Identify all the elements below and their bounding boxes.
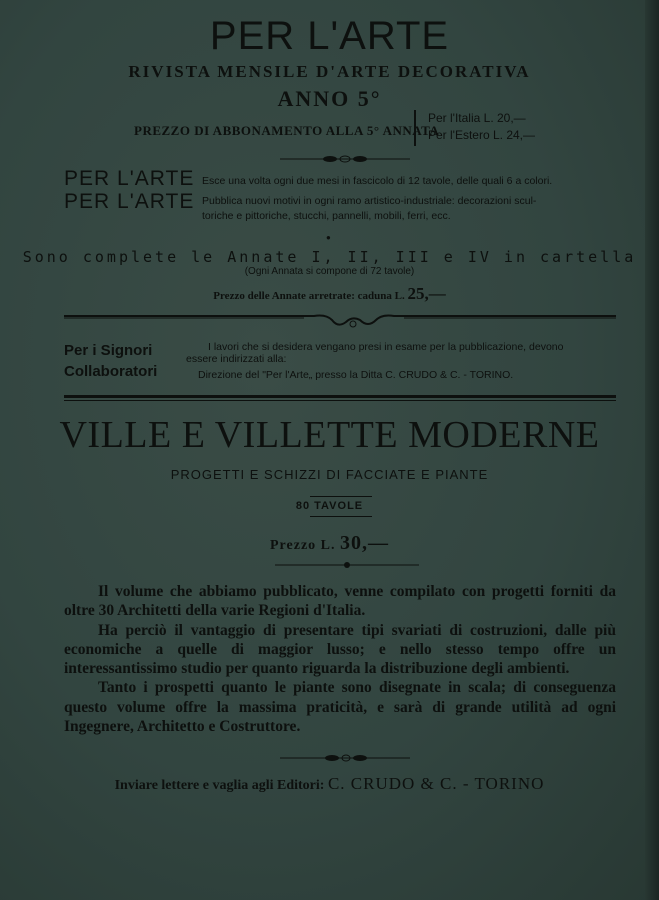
scroll-ornament-divider <box>64 310 616 334</box>
magazine-subtitle: RIVISTA MENSILE D'ARTE DECORATIVA <box>128 62 531 81</box>
magazine-name-2: PER L'ARTE <box>64 190 195 213</box>
collaborators-text-3: Direzione del "Per l'Arte„ presso la Ditta C. CRUDO & C. - TORINO. <box>198 369 514 381</box>
book-paragraph-2: Ha perciò il vantaggio di presentare tipi svariati di costruzioni, dalle più economiche a quelle di maggior lusso; e nello stesso tempo offre un interessantissimo studio per quanto riguarda la distribuzione degli ambienti. <box>64 621 616 678</box>
book-price-label: Prezzo L. <box>270 538 336 553</box>
book-price-value: 30,— <box>340 532 389 554</box>
ornament-divider-2 <box>275 561 419 569</box>
back-issues-price: 25,— <box>407 284 446 303</box>
annate-complete: Sono complete le Annate I, II, III e IV in cartella <box>22 248 637 266</box>
tavole-rule-bottom <box>310 516 372 517</box>
publisher-label: Inviare lettere e vaglia agli Editori: <box>114 778 325 793</box>
collaborators-title <box>64 340 157 382</box>
magazine-name-1: PER L'ARTE <box>64 167 195 190</box>
page-edge-shadow <box>645 0 659 900</box>
book-price <box>0 532 659 555</box>
book-paragraph-3: Tanto i prospetti quanto le piante sono disegnate in scala; di conseguenza questo volume offre la massima praticità, e sarà di grande utilità ad ogni Ingegnere, Architetto e Costruttore. <box>64 679 616 736</box>
description-text-2-line1: Pubblica nuovi motivi in ogni ramo artistico-industriale: decorazioni scul- <box>202 195 537 207</box>
subscription-prices <box>428 110 535 144</box>
book-title: VILLE E VILLETTE MODERNE <box>59 414 600 456</box>
description-text-1: Esce una volta ogni due mesi in fascicolo di 12 tavole, delle quali 6 a colori. <box>202 175 553 187</box>
publisher-name: C. CRUDO & C. - TORINO <box>327 774 545 793</box>
book-paragraph-1: Il volume che abbiamo pubblicato, venne compilato con progetti forniti da oltre 30 Architetti della varie Regioni d'Italia. <box>64 583 616 620</box>
masthead-title: PER L'ARTE <box>209 14 450 58</box>
collaborators-title-line1: Per i Signori <box>64 342 153 359</box>
book-description <box>64 582 616 736</box>
subscription-label: PREZZO DI ABBONAMENTO ALLA 5° ANNATA <box>134 123 440 138</box>
collaborators-text-2: essere indirizzati alla: <box>186 353 287 365</box>
book-subtitle: PROGETTI E SCHIZZI DI FACCIATE E PIANTE <box>170 467 489 482</box>
small-dot-ornament: ● <box>326 233 331 242</box>
description-text-2 <box>202 194 536 224</box>
year-label: ANNO 5° <box>277 86 382 111</box>
price-italy: Per l'Italia L. 20,— <box>428 111 526 125</box>
back-issues-label: Prezzo delle Annate arretrate: caduna L. <box>213 290 405 302</box>
thick-rule-top <box>64 395 616 398</box>
collaborators-title-line2: Collaboratori <box>64 363 158 380</box>
publisher-line <box>0 774 659 794</box>
tavole-rule-top <box>310 496 372 497</box>
price-abroad: Per l'Estero L. 24,— <box>428 128 536 142</box>
book-plates: 80 TAVOLE <box>295 500 364 512</box>
ornament-divider-3 <box>280 753 410 763</box>
collaborators-text-1: I lavori che si desidera vengano presi in esame per la pubblicazione, devono <box>208 341 564 353</box>
annate-composition: (Ogni Annata si compone di 72 tavole) <box>244 266 415 277</box>
ornament-divider <box>280 154 410 164</box>
description-text-2-line2: toriche e pittoriche, stucchi, pannelli, mobili, ferri, ecc. <box>202 210 451 222</box>
thin-rule-top <box>64 400 616 401</box>
brace-divider <box>414 110 421 146</box>
annate-back-issues <box>0 284 659 304</box>
